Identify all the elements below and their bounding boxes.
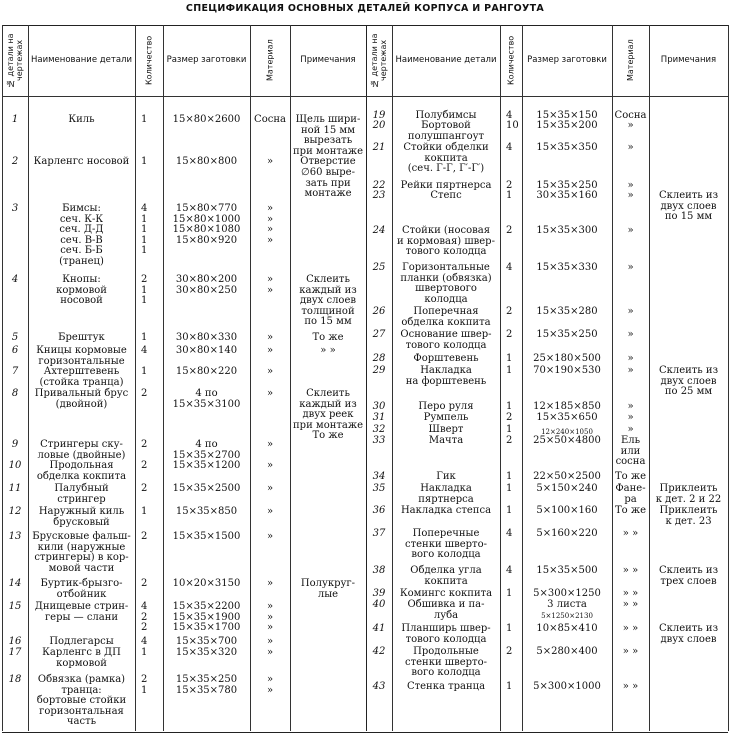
item-number: 38: [372, 565, 386, 576]
item-name: Планширь швер- тового колодца: [401, 623, 491, 645]
item-number: 40: [372, 599, 386, 610]
item-name: Обделка угла кокпита: [410, 565, 482, 587]
item-name: Рейки пяртнерса: [400, 180, 492, 191]
item-blank-size: 4 по 15×35×2700: [172, 439, 241, 461]
item-name: Подлегарсы: [49, 636, 114, 647]
item-quantity: 1: [506, 190, 513, 201]
item-quantity: 2: [141, 578, 148, 589]
item-name: Перо руля: [418, 401, 474, 412]
item-blank-size: 15×35×200: [536, 120, 598, 131]
item-number: 29: [372, 365, 386, 376]
item-name: Киль: [68, 114, 95, 125]
item-material: » »: [622, 565, 639, 576]
item-number: 43: [372, 681, 386, 692]
item-blank-size: 15×35×1500: [172, 531, 241, 542]
item-blank-size: 12×240×1050: [541, 428, 593, 436]
item-name: Кницы кормовые горизонтальные: [36, 345, 127, 367]
item-quantity: 1: [506, 424, 513, 435]
item-quantity: 2: [141, 460, 148, 471]
item-material: »: [266, 483, 274, 494]
item-name: Буртик-брызго- отбойник: [40, 578, 123, 600]
item-name: Днищевые стрин- геры — слани: [34, 601, 129, 623]
column-rule: [728, 25, 729, 731]
item-name: Обшивка и па- луба: [407, 599, 485, 621]
item-number: 6: [11, 345, 19, 356]
item-material: »: [627, 306, 634, 317]
item-number: 8: [11, 388, 19, 399]
item-blank-size: 25×50×4800: [533, 435, 601, 446]
item-blank-size: 15×35×2200 15×35×1900 15×35×1700: [172, 601, 241, 634]
item-material: »: [266, 531, 274, 542]
header-num-right: № детали на чертежах: [370, 33, 388, 88]
item-quantity: 2: [506, 180, 513, 191]
header-qty-right: Количество: [506, 35, 516, 86]
item-material: »: [627, 190, 634, 201]
item-name: Стенка транца: [406, 681, 486, 692]
item-name: Накладка степса: [400, 505, 492, 516]
item-blank-size: 30×35×160: [536, 190, 598, 201]
column-rule: [2, 25, 3, 731]
item-quantity: 1: [506, 681, 513, 692]
item-name: Основание швер- тового колодца: [400, 329, 492, 351]
item-blank-size: 4 по 15×35×3100: [172, 388, 241, 410]
item-material: »: [266, 460, 274, 471]
item-name: Брештук: [58, 332, 105, 343]
item-blank-size: 30×80×140: [175, 345, 238, 356]
item-material: »: [627, 365, 634, 376]
item-quantity: 2: [506, 225, 513, 236]
item-name: Карленгс в ДП кормовой: [42, 647, 121, 669]
item-material: » »: [622, 599, 639, 610]
header-rule: [2, 96, 728, 97]
item-notes: Полукруг- лые: [300, 578, 356, 600]
item-blank-size: 15×80×800: [175, 156, 238, 167]
item-material: »: [266, 647, 274, 658]
item-notes: Склеить из двух слоев по 25 мм: [658, 365, 719, 398]
item-quantity: 2: [506, 412, 513, 423]
item-number: 35: [372, 483, 386, 494]
item-notes: Склеить каждый из двух реек при монтаже То же: [293, 388, 363, 442]
item-name: Поперечная обделка кокпита: [401, 306, 491, 328]
item-quantity: 4 1 1 1 1: [141, 203, 148, 257]
item-quantity: 1: [506, 623, 513, 634]
item-material: »: [266, 332, 274, 343]
item-blank-size: 15×35×650: [536, 412, 598, 423]
item-name: Форштевень: [413, 353, 479, 364]
item-name: Шверт: [428, 424, 464, 435]
item-number: 1: [11, 114, 19, 125]
header-size-right: Размер заготовки: [527, 55, 607, 65]
item-name: Гик: [436, 471, 456, 482]
item-blank-size: 15×35×320: [175, 647, 238, 658]
item-blank-size: 30×80×200 30×80×250: [175, 274, 238, 296]
item-material: »: [627, 262, 634, 273]
item-blank-size: 5×280×400: [536, 646, 598, 657]
item-name: Стойки (носовая и кормовая) швер- тового колодца: [397, 225, 495, 258]
item-quantity: 4: [141, 345, 148, 356]
item-blank-size: 15×35×250: [536, 329, 598, 340]
item-number: 7: [11, 366, 19, 377]
item-blank-size: 15×35×850: [175, 506, 238, 517]
item-blank-size: 15×35×1200: [172, 460, 241, 471]
item-quantity: 2: [506, 646, 513, 657]
item-name: Горизонтальные планки (обвязка) швертового колодца: [400, 262, 492, 305]
item-material: То же: [615, 471, 646, 482]
item-number: 9: [11, 439, 19, 450]
item-quantity: 1: [141, 332, 148, 343]
header-notes-right: Примечания: [660, 55, 717, 65]
item-quantity: 1: [506, 365, 513, 376]
header-size-left: Размер заготовки: [166, 55, 247, 65]
column-rule: [135, 25, 136, 731]
item-name: Полубимсы: [415, 110, 477, 121]
item-notes: Щель шири- ной 15 мм вырезать при монтаже Отверстие ∅60 выре- зать при монтаже: [293, 114, 363, 200]
item-quantity: 2 1 1: [141, 274, 148, 307]
item-material: »: [627, 120, 634, 131]
item-notes: Склеить каждый из двух слоев толщиной по 15 мм: [299, 274, 357, 328]
item-blank-size: 15×80×770 15×80×1000 15×80×1080 15×80×920: [172, 203, 241, 246]
item-quantity: 2: [141, 531, 148, 542]
column-rule: [500, 25, 501, 731]
item-name: Поперечные стенки швертo- вого колодца: [405, 528, 487, 561]
item-name: Продольная обделка кокпита: [36, 460, 127, 482]
item-material: »: [266, 578, 274, 589]
item-blank-size: 15×35×330: [536, 262, 598, 273]
item-number: 10: [8, 460, 22, 471]
item-number: 26: [372, 306, 386, 317]
item-material: »: [627, 180, 634, 191]
item-material: То же: [615, 505, 646, 516]
item-material: »: [266, 388, 274, 399]
item-quantity: 4: [506, 142, 513, 153]
item-material: » »: [622, 588, 639, 599]
item-blank-size: 15×35×500: [536, 565, 598, 576]
item-name: Степс: [430, 190, 462, 201]
item-quantity: 2: [141, 439, 148, 450]
item-notes: » »: [320, 345, 336, 356]
item-material: »: [266, 345, 274, 356]
item-number: 18: [8, 674, 22, 685]
item-number: 22: [372, 180, 386, 191]
item-blank-size: 15×35×300: [536, 225, 598, 236]
item-number: 12: [8, 506, 22, 517]
item-material: »: [266, 506, 274, 517]
item-blank-size: 15×80×2600: [172, 114, 241, 125]
item-number: 34: [372, 471, 386, 482]
item-quantity: 1: [506, 588, 513, 599]
item-blank-size: 15×35×150: [536, 110, 598, 121]
item-blank-size: 25×180×500: [533, 353, 601, 364]
item-material: »: [627, 225, 634, 236]
item-blank-size: 22×50×2500: [533, 471, 601, 482]
item-quantity: 1: [141, 114, 148, 125]
header-notes-left: Примечания: [300, 55, 356, 65]
item-quantity: 2: [506, 306, 513, 317]
item-number: 31: [372, 412, 386, 423]
item-material: »: [266, 636, 274, 647]
item-quantity: 1: [141, 506, 148, 517]
item-material: Фане- ра: [615, 483, 646, 505]
item-quantity: 4: [506, 262, 513, 273]
item-name: Стойки обделки кокпита (сеч. Г-Г, Г′-Г′): [403, 142, 489, 175]
item-quantity: 1: [506, 483, 513, 494]
item-notes: Приклеить к дет. 2 и 22: [655, 483, 722, 505]
item-name: Стрингеры ску- ловые (двойные): [37, 439, 126, 461]
item-number: 11: [8, 483, 22, 494]
item-quantity: 10: [506, 120, 519, 131]
item-material: Сосна: [254, 114, 286, 125]
item-name: Брусковые фальш- кили (наружные стрингеры) в кор- мовой части: [32, 531, 131, 574]
header-material-left: Материал: [265, 39, 275, 82]
item-notes: То же: [312, 332, 344, 343]
item-material: » »: [622, 528, 639, 539]
item-quantity: 2: [141, 483, 148, 494]
item-quantity: 2: [141, 388, 148, 399]
item-quantity: 1: [141, 647, 148, 658]
item-name: Комингс кокпита: [399, 588, 493, 599]
item-material: » » »: [266, 601, 274, 634]
item-number: 42: [372, 646, 386, 657]
item-name: Ахтерштевень (стойка транца): [39, 366, 124, 388]
item-material: Сосна: [614, 110, 647, 121]
item-number: 37: [372, 528, 386, 539]
item-material: » »: [266, 674, 274, 696]
item-material: » »: [622, 623, 639, 634]
item-number: 23: [372, 190, 386, 201]
item-number: 5: [11, 332, 19, 343]
item-quantity: 2 1: [141, 674, 148, 696]
item-quantity: 1: [506, 505, 513, 516]
item-material: Ель или сосна: [615, 435, 646, 468]
item-number: 16: [8, 636, 22, 647]
item-number: 27: [372, 329, 386, 340]
item-blank-size: 15×35×350: [536, 142, 598, 153]
item-blank-size: 5×100×160: [536, 505, 598, 516]
item-number: 28: [372, 353, 386, 364]
item-blank-size: 15×35×280: [536, 306, 598, 317]
item-quantity: 4: [506, 110, 513, 121]
item-name: Кнопы: кормовой носовой: [56, 274, 107, 307]
item-material: »: [266, 156, 274, 167]
item-material: »: [627, 424, 634, 435]
item-number: 24: [372, 225, 386, 236]
item-material: »: [627, 401, 634, 412]
page-title: СПЕЦИФИКАЦИЯ ОСНОВНЫХ ДЕТАЛЕЙ КОРПУСА И РАНГОУТА: [185, 3, 545, 14]
item-material: » »: [622, 681, 639, 692]
item-name: Наружный киль брусковый: [38, 506, 125, 528]
item-blank-size: 15×35×250 15×35×780: [175, 674, 238, 696]
item-notes: Склеить из двух слоев: [658, 623, 719, 645]
item-number: 36: [372, 505, 386, 516]
item-material: »: [627, 142, 634, 153]
item-name: Накладка на форштевень: [405, 365, 487, 387]
item-material: »: [627, 412, 634, 423]
item-quantity: 4: [506, 528, 513, 539]
item-blank-size: 10×20×3150: [172, 578, 241, 589]
item-material: »: [627, 353, 634, 364]
item-material: »: [627, 329, 634, 340]
item-name: Накладка пяртнерса: [418, 483, 474, 505]
item-number: 30: [372, 401, 386, 412]
item-blank-size: 5×300×1250: [533, 588, 601, 599]
item-number: 25: [372, 262, 386, 273]
item-quantity: 1: [506, 471, 513, 482]
item-quantity: 1: [506, 401, 513, 412]
item-name: Обвязка (рамка) транца: бортовые стойки горизонтальная часть: [36, 674, 127, 728]
item-number: 2: [11, 156, 19, 167]
header-num-left: № детали на чертежах: [6, 33, 24, 88]
item-blank-size: 30×80×330: [175, 332, 238, 343]
item-material: »: [266, 439, 274, 450]
item-blank-size: 15×35×2500: [172, 483, 241, 494]
item-notes: Склеить из трех слоев: [658, 565, 719, 587]
item-name: Мачта: [428, 435, 464, 446]
item-blank-size: 10×85×410: [536, 623, 598, 634]
item-blank-size: 5×300×1000: [533, 681, 601, 692]
item-number: 33: [372, 435, 386, 446]
item-blank-size: 15×35×250: [536, 180, 598, 191]
item-notes: Приклеить к дет. 23: [659, 505, 718, 527]
header-name-left: Наименование детали: [31, 55, 132, 65]
item-material: » »: [266, 274, 274, 296]
item-number: 4: [11, 274, 19, 285]
item-number: 15: [8, 601, 22, 612]
header-name-right: Наименование детали: [395, 55, 497, 65]
item-name: Карленгс носовой: [33, 156, 130, 167]
item-quantity: 2: [506, 435, 513, 446]
item-name: Продольные стенки швертo- вого колодца: [405, 646, 487, 679]
item-blank-size: 15×35×700: [175, 636, 238, 647]
item-quantity: 1: [506, 353, 513, 364]
item-quantity: 2: [506, 329, 513, 340]
header-qty-left: Количество: [144, 35, 154, 86]
item-quantity: 4 2 2: [141, 601, 148, 634]
item-blank-size: 15×80×220: [175, 366, 238, 377]
item-name: Палубный стрингер: [54, 483, 109, 505]
item-name: Бимсы: сеч. К-К сеч. Д-Д сеч. В-В сеч. Б-Б (транец): [59, 203, 104, 267]
item-number: 14: [8, 578, 22, 589]
item-notes: Склеить из двух слоев по 15 мм: [658, 190, 719, 223]
item-number: 39: [372, 588, 386, 599]
item-quantity: 4: [506, 565, 513, 576]
item-material: »: [266, 366, 274, 377]
item-number: 17: [8, 647, 22, 658]
item-number: 41: [372, 623, 386, 634]
item-quantity: 4: [141, 636, 148, 647]
item-number: 21: [372, 142, 386, 153]
item-blank-size: 70×190×530: [533, 365, 601, 376]
item-number: 32: [372, 424, 386, 435]
item-quantity: 1: [141, 366, 148, 377]
item-number: 20: [372, 120, 386, 131]
header-material-right: Материал: [626, 39, 635, 82]
item-name: Привальный брус (двойной): [34, 388, 129, 410]
item-material: » » » »: [266, 203, 274, 246]
item-number: 13: [8, 531, 22, 542]
item-number: 19: [372, 110, 386, 121]
item-name: Бортовой полушпангоут: [407, 120, 485, 142]
item-name: Румпель: [423, 412, 469, 423]
item-material: » »: [622, 646, 639, 657]
item-blank-size: 5×160×220: [536, 528, 598, 539]
item-number: 3: [11, 203, 19, 214]
item-blank-size: 12×185×850: [533, 401, 601, 412]
item-blank-size: 5×150×240: [536, 483, 598, 494]
item-quantity: 1: [141, 156, 148, 167]
item-blank-size: 3 листа 5×1250×2130: [541, 599, 593, 620]
